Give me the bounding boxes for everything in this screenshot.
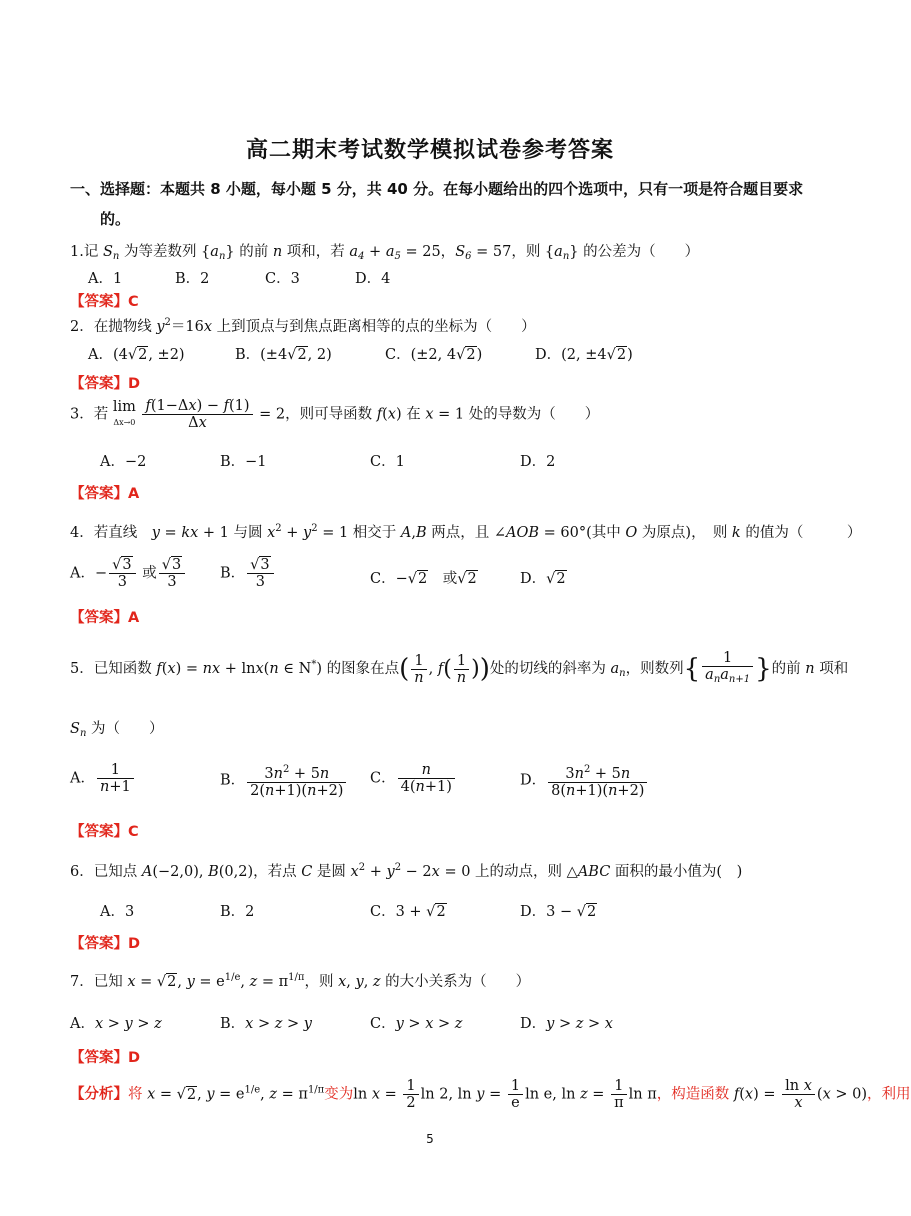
question-4-answer: 【答案】A [70,610,140,626]
question-5-option-a: A． $\frac{1}{n+1}$ [70,762,136,795]
question-5-stem-line2: $S_n$ 为（ ） [70,721,164,739]
question-4-option-a: A．− $\frac{√3}{3}$ 或 $\frac{√3}{3}$ [70,557,187,590]
question-4-option-c: C．−√2 或√2 [370,571,477,587]
question-2-option-b: B．(±4√2, 2) [235,347,332,363]
question-7-option-b: B．x > z > y [220,1016,312,1032]
question-5-answer: 【答案】C [70,824,139,840]
question-7-answer: 【答案】D [70,1050,141,1066]
question-7-stem: 7．已知 x = √2, $y = e^{1/e}$, $z = \pi^{1/\pi}$，则 x, y, z 的大小关系为（ ） [70,972,531,990]
question-2-answer: 【答案】D [70,376,141,392]
question-5-option-c: C． $\frac{n}{4(n+1)}$ [370,762,457,795]
question-4-option-b: B． $\frac{√3}{3}$ [220,557,276,590]
section-heading-line2: 的。 [100,210,131,228]
question-7-option-c: C．y > x > z [370,1016,463,1032]
question-6-stem: 6．已知点 A(−2,0), B(0,2)，若点 C 是圆 $x^2 + y^2 - 2x = 0$ 上的动点，则 △ABC 面积的最小值为( ) [70,862,743,880]
question-1-option-c: C．3 [265,271,300,287]
question-4-stem: 4．若直线 y = kx + 1 与圆 $x^2 + y^2 = 1$ 相交于 A,B 两点，且 ∠AOB = 60°(其中 O 为原点)， 则 k 的值为（ ） [70,523,862,541]
question-3-option-a: A．−2 [100,454,147,470]
question-2-option-c: C．(±2, 4√2) [385,347,483,363]
question-5-option-d: D． $\frac{3n^2 + 5n}{8(n+1)(n+2)}$ [520,762,649,799]
question-3-option-c: C．1 [370,454,405,470]
question-6-answer: 【答案】D [70,936,141,952]
question-3-stem: 3．若 lim Δx→0 $\frac{f(1-\Delta x) - f(1)}{\Delta x}$ = 2，则可导函数 f(x) 在 x = 1 处的导数为（ ） [70,398,600,431]
question-7-option-d: D．y > z > x [520,1016,613,1032]
question-6-option-b: B．2 [220,904,255,920]
page-title: 高二期末考试数学模拟试卷参考答案 [245,138,614,163]
question-3-option-d: D．2 [520,454,556,470]
question-6-option-d: D．3 − √2 [520,904,597,920]
page-number: 5 [426,1132,434,1146]
question-4-option-d: D．√2 [520,571,566,587]
question-1-answer: 【答案】C [70,294,139,310]
question-2-option-d: D．(2, ±4√2) [535,347,633,363]
question-1-stem: 1.记 $S_n$ 为等差数列 $\{a_n\}$ 的前 n 项和，若 $a_4 + a_5 = 25$，$S_6 = 57$，则 $\{a_n\}$ 的公差为（ ） [70,244,700,262]
question-5-option-b: B． $\frac{3n^2 + 5n}{2(n+1)(n+2)}$ [220,762,348,799]
question-6-option-a: A．3 [100,904,135,920]
question-1-option-a: A．1 [88,271,123,287]
section-heading-line1: 一、选择题：本题共 8 小题，每小题 5 分，共 40 分。在每小题给出的四个选项中，只有一项是符合题目要求 [70,180,804,198]
question-7-option-a: A．x > y > z [70,1016,162,1032]
question-1-option-d: D．4 [355,271,391,287]
question-2-stem: 2．在抛物线 $y^2=16x$ 上到顶点与到焦点距离相等的点的坐标为（ ） [70,317,536,335]
question-7-analysis: 【分析】将 x = √2, $y = e^{1/e}$, $z = \pi^{1/\pi}$变为ln x = $\frac{1}{2}$ ln 2, ln y = $\frac{1}{e}$ ln e, ln z = $\frac{1}{\pi}$ ln π，构造函数 f(x) = $\frac{\text{ln x}}{x}$ (x > 0)，利用 [70,1078,911,1111]
question-6-option-c: C．3 + √2 [370,904,446,920]
question-3-option-b: B．−1 [220,454,267,470]
question-2-option-a: A．(4√2, ±2) [88,347,185,363]
question-3-answer: 【答案】A [70,486,140,502]
question-5-stem: 5．已知函数 f(x) = nx + lnx(n ∈ N*) 的图象在点( $\frac{1}{n}$ , f( $\frac{1}{n}$ ))处的切线的斜率为 $a_n$，则数列{ $\frac{1}{a_na_{n+1}}$ }的前 n 项和 [70,650,849,686]
question-1-option-b: B．2 [175,271,210,287]
